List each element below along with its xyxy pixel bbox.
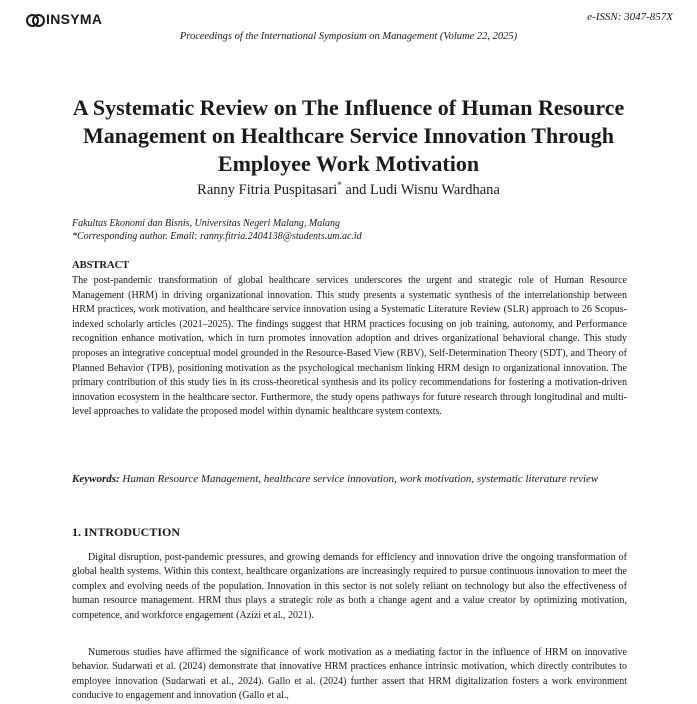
intro-paragraph-2: Numerous studies have affirmed the significance of work motivation as a mediating factor in the influence of HRM on innovative behavior. Sudarwati et al. (2024) demonstrate that innovative HRM practices enhance intrinsic motivation, which directly contributes to employee innovation (Sudarwati et al., 2024). Gallo et al. (2024) further assert that HRM digitalization fosters a work environment conducive to engagement and innovation (Gallo et al., <box>72 647 627 702</box>
insyma-logo <box>26 8 102 30</box>
affiliation-block <box>72 218 637 243</box>
issn-label: e-ISSN: 3047-857X <box>587 11 673 23</box>
logo-text: INSYMA <box>46 11 103 27</box>
keywords-line <box>72 472 627 486</box>
keywords-text: Human Resource Management, healthcare service innovation, work motivation, systematic literature review <box>119 473 599 485</box>
paper-title: A Systematic Review on The Influence of Human Resource Management on Healthcare Service Innovation Through Employee Work Motivation <box>72 95 625 176</box>
corresponding-mark: * <box>337 180 342 190</box>
abstract-heading: ABSTRACT <box>72 260 130 271</box>
intro-paragraph-1: Digital disruption, post-pandemic pressures, and growing demands for efficiency and innovation drive the ongoing transformation of global health systems. Within this context, healthcare organizations are increasingly required to pursue continuous innovation to meet the complex and evolving needs of the population. Innovation in this sector is not solely reliant on technology but also the effectiveness of human resource management. HRM thus plays a strategic role as both a change agent and a value creator by optimizing motivation, competence, and workforce engagement (Azizi et al., 2021). <box>72 552 627 621</box>
keywords-label: Keywords: <box>72 473 120 485</box>
author-line <box>0 180 697 199</box>
abstract-text: The post-pandemic transformation of global healthcare services underscores the urgent and strategic role of Human Resource Management (HRM) in driving organizational innovation. This study presents a systematic synthesis of the interrelationship between HRM practices, work motivation, and healthcare service innovation using a Systematic Literature Review (SLR) approach to 26 Scopus-indexed scholarly articles (2021–2025). The findings suggest that HRM practices focusing on job training, autonomy, and Performance recognition enhance motivation, which in turn promotes innovation adoption and drives organizational behavioral change. This study proposes an integrative conceptual model grounded in the Resource-Based View (RBV), Self-Determination Theory (SDT), and Theory of Planned Behavior (TPB), positioning motivation as the psychological mechanism linking HRM design to organizational innovation. The primary contribution of this study lies in its cross-theoretical synthesis and its policy recommendations for fostering a motivation-driven innovation ecosystem in the healthcare sector. Furthermore, the study opens pathways for future research through longitudinal and multi-level approaches to validate the proposed model within dynamic healthcare system contexts. <box>72 275 627 418</box>
author-2: and Ludi Wisnu Wardhana <box>341 181 500 198</box>
logo-rings-icon <box>26 11 44 27</box>
introduction-heading: 1. INTRODUCTION <box>72 525 181 539</box>
page-header <box>26 8 673 30</box>
author-1: Ranny Fitria Puspitasari <box>197 181 338 198</box>
corresponding-author: *Corresponding author. Email: ranny.fitria.2404138@students.um.ac.id <box>72 230 362 242</box>
affiliation: Fakultas Ekonomi dan Bisnis, Universitas Negeri Malang, Malang <box>72 218 341 229</box>
proceedings-line: Proceedings of the International Symposium on Management (Volume 22, 2025) <box>179 31 518 42</box>
